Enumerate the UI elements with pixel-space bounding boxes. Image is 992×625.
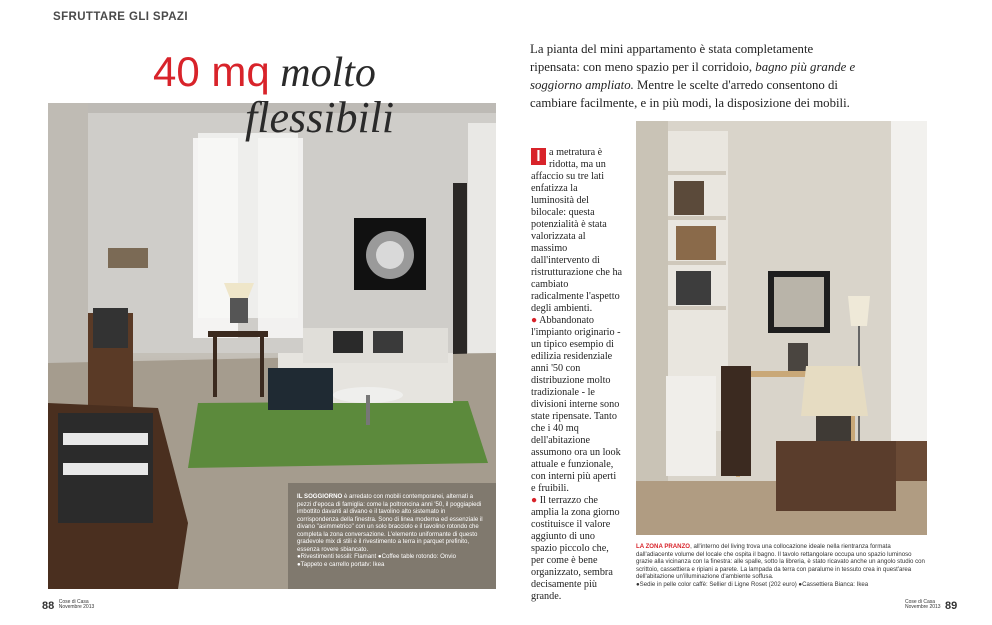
intro-paragraph bbox=[530, 40, 860, 112]
caption-text: è arredato con mobili contemporanei, alternati a pezzi d'epoca di famiglia: come la poltroncina anni '50, il poggiapiedi imbottito davanti al divano e il tavolino alto sistemato in corrispondenza della finestra. Sono di linea moderna ed essenziale il divano "asimmetrico" con un solo bracciolo e il tavolino rotondo che completa la zona conversazione. L'elemento uniformante di questo gradevole mix di stili è il rivestimento a terra in parquet prefinito, essenza rovere sbiancato. bbox=[297, 493, 483, 553]
intro-part-2: Mentre le scelte d'arredo consentono di cambiare facilmente, e in più modi, la disposizione dei mobili. bbox=[530, 78, 850, 110]
intro-part-1: La pianta del mini appartamento è stata completamente ripensata: con meno spazio per il corridoio, bbox=[530, 42, 814, 74]
dining-area-photo bbox=[636, 121, 927, 535]
body-paragraph-3: Il terrazzo che amplia la zona giorno costituisce il valore aggiunto di uno spazio piccolo che, per come è bene organizzato, sembra decisamente più grande. bbox=[531, 495, 620, 602]
headline-italic-part-1: molto bbox=[280, 50, 376, 96]
page-number: 89 bbox=[945, 600, 958, 612]
headline-red-part: 40 mq bbox=[153, 48, 270, 95]
caption-heading: LA ZONA PRANZO bbox=[636, 543, 691, 550]
bullet-icon: ● bbox=[531, 495, 538, 506]
magazine-info bbox=[905, 600, 941, 610]
intro-italic: bagno più grande e soggiorno ampliato. bbox=[530, 60, 856, 92]
folio-left bbox=[42, 596, 94, 614]
body-text-column bbox=[531, 147, 623, 603]
caption-heading: IL SOGGIORNO bbox=[297, 493, 343, 500]
section-label: SFRUTTARE GLI SPAZI bbox=[53, 11, 188, 23]
page-number: 88 bbox=[42, 600, 55, 612]
caption-credit: ●Tappeto e carrello portatv: Ikea bbox=[297, 560, 385, 568]
body-paragraph-2: Abbandonato l'impianto originario - un tipico esempio di edilizia residenziale anni '50 con distribuzione molto tradizionale - le divisioni interne sono state ripensate. Tanto che i 40 mq dell'abitazione assumono ora un look attuale e funzionale, con interni più aperti e fruibili. bbox=[531, 315, 621, 494]
dining-area-caption bbox=[636, 543, 926, 588]
body-paragraph-1: a metratura è ridotta, ma un affaccio su tre lati enfatizza la luminosità del bilocale: questa potenzialità è stata valorizzata al massimo dall'intervento di ristrutturazione che ha cambiato radicalmente l'aspetto degli ambienti. bbox=[531, 147, 623, 314]
headline bbox=[153, 50, 483, 141]
drop-cap: l bbox=[531, 148, 546, 165]
issue-date: Novembre 2013 bbox=[905, 603, 941, 610]
caption-credit: ●Rivestimenti tessili: Flamant ●Coffee table rotondo: Onvio bbox=[297, 553, 456, 560]
bullet-icon: ● bbox=[531, 315, 538, 326]
issue-date: Novembre 2013 bbox=[58, 603, 95, 610]
caption-credit: ●Sedie in pelle color caffè: Sellier di Ligne Roset (202 euro) ●Cassettiera Bianca: Ikea bbox=[636, 580, 869, 588]
magazine-name: Cose di Casa bbox=[905, 598, 936, 605]
magazine-info bbox=[59, 600, 95, 610]
magazine-name: Cose di Casa bbox=[58, 598, 89, 605]
dining-area-illustration bbox=[636, 121, 927, 535]
headline-italic-part-2: flessibili bbox=[245, 93, 395, 142]
folio-right bbox=[905, 596, 957, 614]
living-room-caption bbox=[297, 493, 487, 568]
caption-text: , all'interno del living trova una collocazione ideale nella rientranza formata dall'adiacente volume del locale che ospita il bagno. Il tavolo rettangolare occupa uno spazio luminoso grazie alla vicinanza con la finestra: alle spalle, sotto la libreria, è stato ricavato anche un angolo studio con scrittoio, cassettiera e ripiani a parete. La lampada da terra con paralume in tessuto crea in quest'area dell'abitazione un'illuminazione d'ambiente soffusa. bbox=[636, 543, 925, 580]
